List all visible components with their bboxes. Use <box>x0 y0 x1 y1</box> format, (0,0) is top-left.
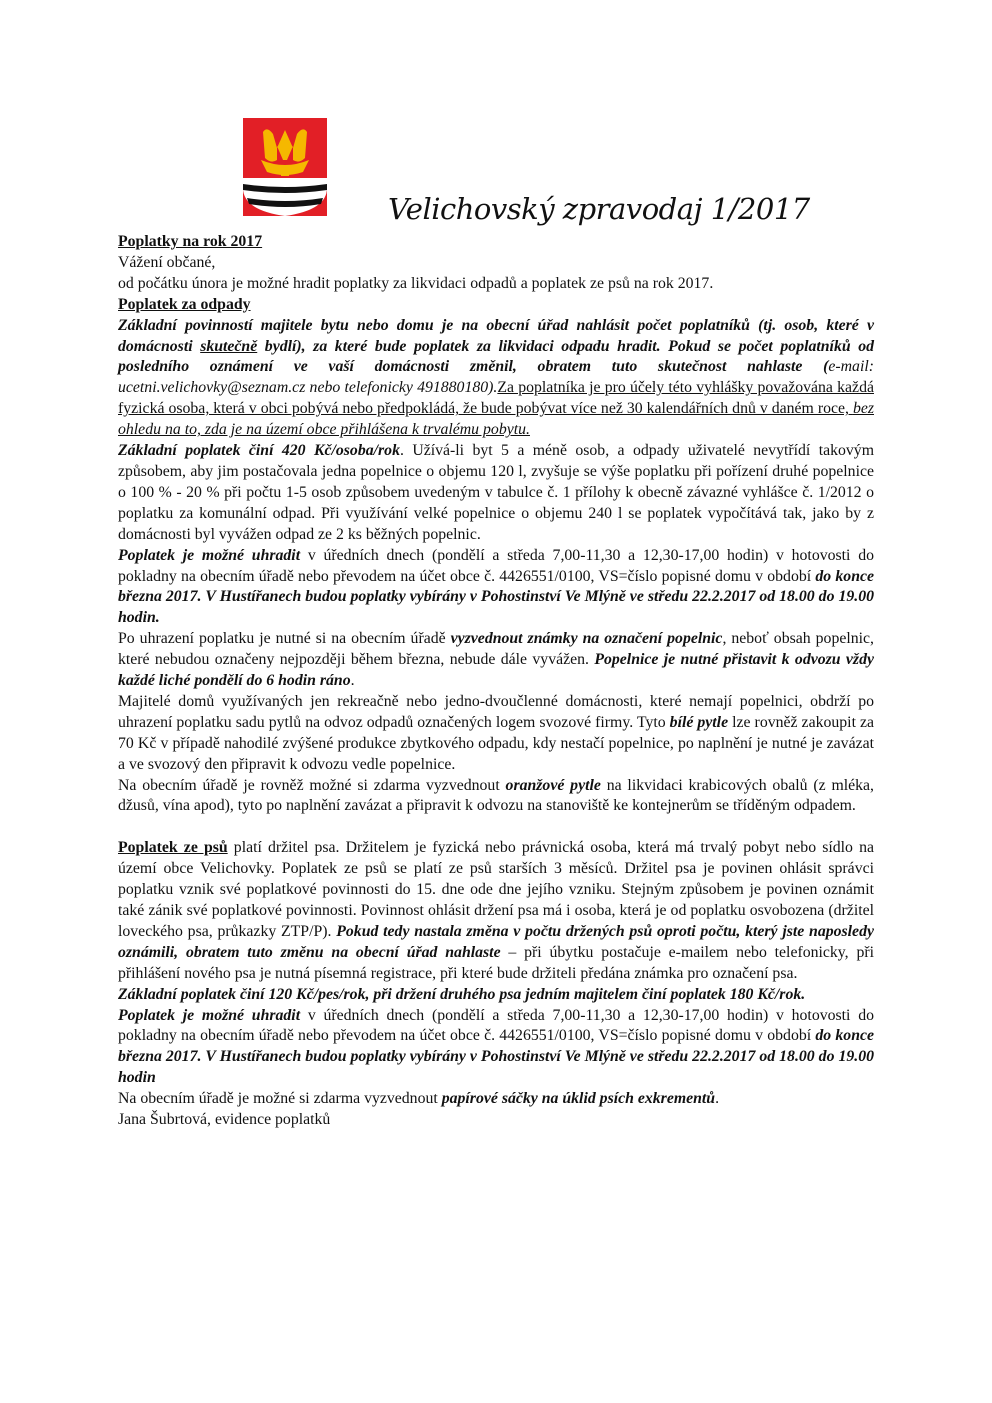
signature: Jana Šubrtová, evidence poplatků <box>118 1111 331 1129</box>
dogs-paragraph-2: Základní poplatek činí 120 Kč/pes/rok, při držení druhého psa jedním majitelem činí poplatek 180 Kč/rok. <box>118 985 806 1003</box>
waste-paragraph-6: Na obecním úřadě je rovněž možné si zdarma vyzvednout oranžové pytle na likvidaci krabicových obalů (z mléka, džusů, vína apod), tyto po naplnění zavázat a připravit k odvozu na stanoviště ke kontejnerům se tříděným odpadem. <box>118 776 875 815</box>
intro-greeting: Vážení občané, <box>118 253 216 271</box>
newsletter-title: Velichovský zpravodaj 1/2017 <box>388 192 810 226</box>
waste-paragraph-5: Majitelé domů využívaných jen rekreačně nebo jedno-dvoučlenné domácnosti, které nemají popelnici, obdrží po uhrazení poplatku sadu pytlů na odvoz odpadů označených logem svozové firmy. Tyto bílé pytle lze rovněž zakoupit za 70 Kč v případě nahodilé zvýšené produkce zbytkového odpadu, kdy nestačí popelnice, po naplnění je nutné je zavázat a ve svozový den připravit k odvozu vedle popelnice. <box>118 692 874 773</box>
waste-heading: Poplatek za odpady <box>118 295 251 313</box>
waste-paragraph-3: Poplatek je možné uhradit v úředních dnech (pondělí a středa 7,00-11,30 a 12,30-17,00 hodin) v hotovosti do pokladny na obecním úřadě nebo převodem na účet obce č. 4426551/0100, VS=číslo popisné domu v období do konce března 2017. V Hustířanech budou poplatky vybírány v Pohostinství Ve Mlýně ve středu 22.2.2017 od 18.00 do 19.00 hodin. <box>118 546 874 627</box>
waste-paragraph-4: Po uhrazení poplatku je nutné si na obecním úřadě vyzvednout známky na označení popelnic, neboť obsah popelnic, které nebudou označeny nejpozději během března, nebude dále vyvážen. Popelnice je nutné přistavit k odvozu vždy každé liché pondělí do 6 hodin ráno. <box>118 630 874 690</box>
waste-paragraph-1: Základní povinností majitele bytu nebo domu je na obecní úřad nahlásit počet poplatníků (tj. osob, které v domácnosti skutečně bydlí), za které bude poplatek za likvidaci odpadu hradit. Pokud se počet poplatníků od posledního oznámení ve vaší domácnosti změnil, obratem tuto skutečnost nahlaste (e-mail: ucetni.velichovky@seznam.cz nebo telefonicky 491880180).Za poplatníka je pro účely této vyhlášky považována každá fyzická osoba, která v obci pobývá nebo předpokládá, že bude pobývat více než 30 kalendářních dnů v daném roce, bez ohledu na to, zda je na území obce přihlášena k trvalému pobytu. <box>118 316 874 439</box>
intro-line: od počátku února je možné hradit poplatky za likvidaci odpadů a poplatek ze psů na rok 2017. <box>118 274 714 292</box>
dogs-paragraph-4: Na obecním úřadě je možné si zdarma vyzvednout papírové sáčky na úklid psích exkrementů. <box>118 1090 720 1108</box>
dogs-paragraph-1: Poplatek ze psů platí držitel psa. Držitelem je fyzická nebo právnická osoba, která má trvalý pobyt nebo sídlo na území obce Velichovky. Poplatek ze psů se platí ze psů starších 3 měsíců. Držitel psa je povinen ohlásit správci poplatku vznik své poplatkové povinnosti do 15. dne ode dne jejího vzniku. Stejným způsobem je povinen oznámit také zánik své poplatkové povinnosti. Povinnost ohlásit držení psa má i osoba, která je od poplatku osvobozena (držitel loveckého psa, průkazky ZTP/P). Pokud tedy nastala změna v počtu držených psů oproti počtu, který jste naposledy oznámili, obratem tuto změnu na obecní úřad nahlaste – při úbytku postačuje e-mailem nebo telefonicky, při přihlášení nového psa je nutná písemná registrace, při které bude držiteli předána známka pro označení psa. <box>118 839 874 982</box>
dogs-paragraph-3: Poplatek je možné uhradit v úředních dnech (pondělí a středa 7,00-11,30 a 12,30-17,00 hodin) v hotovosti do pokladny na obecním úřadě nebo převodem na účet obce č. 4426551/0100, VS=číslo popisné domu v období do konce března 2017. V Hustířanech budou poplatky vybírány v Pohostinství Ve Mlýně ve středu 22.2.2017 od 18.00 do 19.00 hodin <box>118 1006 874 1087</box>
dogs-heading: Poplatek ze psů <box>118 839 228 857</box>
document-body <box>118 232 874 1131</box>
waste-paragraph-2: Základní poplatek činí 420 Kč/osoba/rok. Užívá-li byt 5 a méně osob, a odpady uživatelé nevytřídí takovým způsobem, aby jim postačovala jedna popelnice o objemu 120 l, zvyšuje se výše poplatku při pořízení druhé popelnice o 100 % - 20 % při počtu 1-5 osob způsobem uvedeným v tabulce č. 1 přílohy k obecně závazné vyhlášce č. 1/2012 o poplatku za komunální odpad. Při využívání velké popelnice o objemu 240 l se poplatek vypočítává tak, jako by z domácnosti byl vyvážen odpad ze 2 ks běžných popelnic. <box>118 442 874 543</box>
velichovky-coat-of-arms-icon <box>243 118 327 216</box>
intro-heading: Poplatky na rok 2017 <box>118 233 263 250</box>
